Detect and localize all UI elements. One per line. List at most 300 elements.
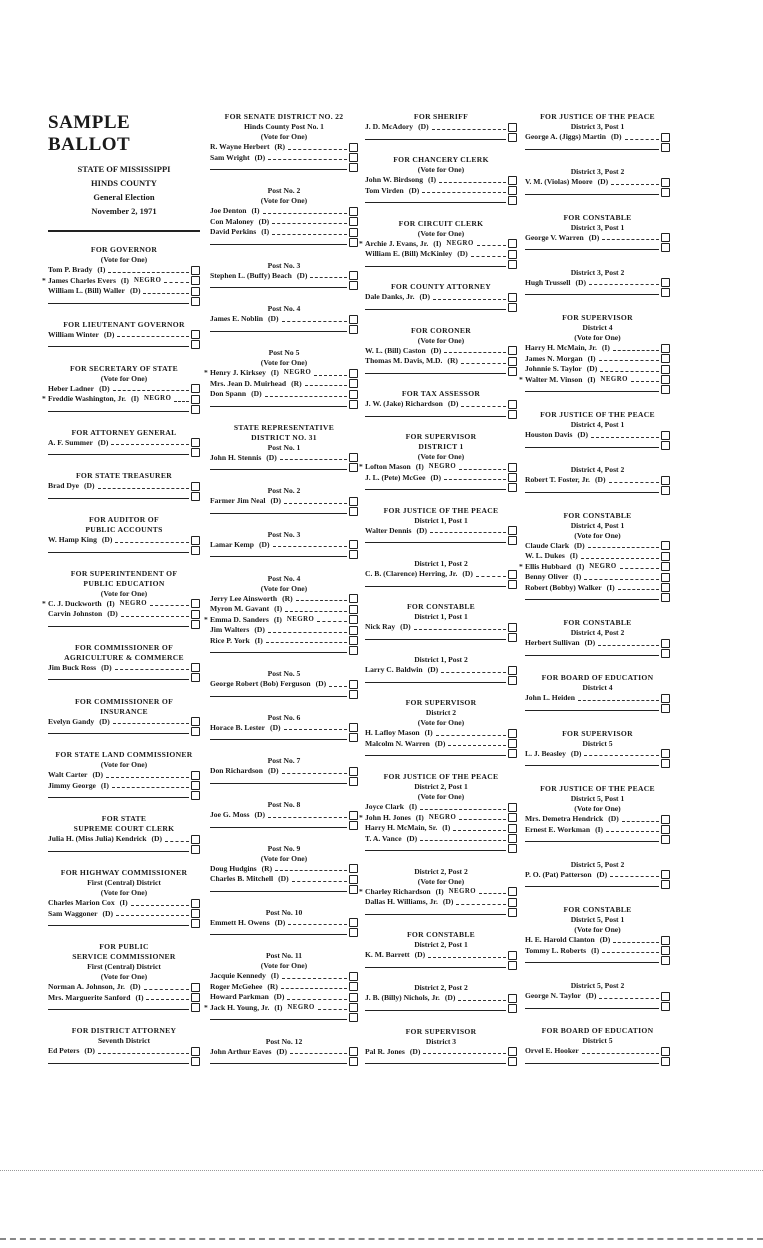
candidate-row[interactable] xyxy=(359,886,517,898)
write-in-line[interactable] xyxy=(525,149,659,150)
write-in-row[interactable] xyxy=(210,463,358,473)
candidate-row[interactable] xyxy=(525,583,670,594)
candidate-row[interactable] xyxy=(359,238,517,250)
write-in-line[interactable] xyxy=(210,406,347,407)
write-in-row[interactable] xyxy=(48,845,200,855)
write-in-row[interactable] xyxy=(48,791,200,801)
write-in-checkbox[interactable] xyxy=(349,507,358,516)
write-in-row[interactable] xyxy=(48,727,200,737)
write-in-row[interactable] xyxy=(365,1057,517,1067)
write-in-line[interactable] xyxy=(365,914,506,915)
write-in-row[interactable] xyxy=(210,733,358,743)
vote-checkbox[interactable] xyxy=(661,583,670,592)
write-in-checkbox[interactable] xyxy=(508,844,517,853)
write-in-line[interactable] xyxy=(48,733,189,734)
candidate-row[interactable] xyxy=(525,430,670,441)
vote-checkbox[interactable] xyxy=(661,749,670,758)
candidate-row[interactable] xyxy=(210,982,358,993)
write-in-row[interactable] xyxy=(210,507,358,517)
write-in-checkbox[interactable] xyxy=(508,260,517,269)
write-in-checkbox[interactable] xyxy=(191,448,200,457)
candidate-row[interactable] xyxy=(365,473,517,484)
write-in-row[interactable] xyxy=(365,908,517,918)
write-in-row[interactable] xyxy=(525,243,670,253)
write-in-line[interactable] xyxy=(365,139,506,140)
candidate-row[interactable] xyxy=(359,812,517,824)
write-in-line[interactable] xyxy=(210,287,347,288)
write-in-row[interactable] xyxy=(48,448,200,458)
vote-checkbox[interactable] xyxy=(661,562,670,571)
write-in-row[interactable] xyxy=(210,325,358,335)
vote-checkbox[interactable] xyxy=(349,217,358,226)
candidate-row[interactable] xyxy=(42,598,200,610)
write-in-checkbox[interactable] xyxy=(191,673,200,682)
candidate-row[interactable] xyxy=(48,384,200,395)
write-in-row[interactable] xyxy=(365,410,517,420)
vote-checkbox[interactable] xyxy=(349,982,358,991)
candidate-row[interactable] xyxy=(210,625,358,636)
write-in-checkbox[interactable] xyxy=(661,704,670,713)
vote-checkbox[interactable] xyxy=(191,899,200,908)
write-in-row[interactable] xyxy=(48,340,200,350)
candidate-row[interactable] xyxy=(48,982,200,993)
vote-checkbox[interactable] xyxy=(349,228,358,237)
write-in-line[interactable] xyxy=(210,556,347,557)
candidate-row[interactable] xyxy=(525,343,670,354)
vote-checkbox[interactable] xyxy=(191,781,200,790)
write-in-line[interactable] xyxy=(48,925,189,926)
write-in-line[interactable] xyxy=(365,967,506,968)
write-in-line[interactable] xyxy=(525,841,659,842)
write-in-row[interactable] xyxy=(210,400,358,410)
write-in-checkbox[interactable] xyxy=(191,1057,200,1066)
vote-checkbox[interactable] xyxy=(661,992,670,1001)
write-in-checkbox[interactable] xyxy=(661,486,670,495)
candidate-row[interactable] xyxy=(204,1002,358,1014)
candidate-row[interactable] xyxy=(42,275,200,287)
candidate-row[interactable] xyxy=(48,438,200,449)
write-in-checkbox[interactable] xyxy=(508,580,517,589)
write-in-row[interactable] xyxy=(48,492,200,502)
candidate-row[interactable] xyxy=(210,379,358,390)
candidate-row[interactable] xyxy=(210,271,358,282)
write-in-checkbox[interactable] xyxy=(191,1003,200,1012)
write-in-checkbox[interactable] xyxy=(191,492,200,501)
vote-checkbox[interactable] xyxy=(661,1047,670,1056)
vote-checkbox[interactable] xyxy=(661,573,670,582)
write-in-line[interactable] xyxy=(525,655,659,656)
vote-checkbox[interactable] xyxy=(661,344,670,353)
write-in-checkbox[interactable] xyxy=(191,297,200,306)
write-in-checkbox[interactable] xyxy=(508,1004,517,1013)
vote-checkbox[interactable] xyxy=(508,239,517,248)
write-in-row[interactable] xyxy=(210,928,358,938)
write-in-row[interactable] xyxy=(365,633,517,643)
vote-checkbox[interactable] xyxy=(661,541,670,550)
vote-checkbox[interactable] xyxy=(191,384,200,393)
write-in-line[interactable] xyxy=(210,469,347,470)
write-in-row[interactable] xyxy=(48,297,200,307)
write-in-row[interactable] xyxy=(365,196,517,206)
vote-checkbox[interactable] xyxy=(191,717,200,726)
write-in-line[interactable] xyxy=(48,851,189,852)
write-in-line[interactable] xyxy=(525,1063,659,1064)
vote-checkbox[interactable] xyxy=(191,1047,200,1056)
write-in-row[interactable] xyxy=(210,1057,358,1067)
write-in-checkbox[interactable] xyxy=(508,410,517,419)
write-in-line[interactable] xyxy=(365,1010,506,1011)
candidate-row[interactable] xyxy=(525,1046,670,1057)
write-in-line[interactable] xyxy=(365,266,506,267)
vote-checkbox[interactable] xyxy=(661,365,670,374)
candidate-row[interactable] xyxy=(210,227,358,238)
write-in-line[interactable] xyxy=(210,331,347,332)
candidate-row[interactable] xyxy=(48,717,200,728)
write-in-checkbox[interactable] xyxy=(349,550,358,559)
write-in-row[interactable] xyxy=(48,1003,200,1013)
write-in-checkbox[interactable] xyxy=(349,646,358,655)
write-in-row[interactable] xyxy=(525,649,670,659)
write-in-checkbox[interactable] xyxy=(508,961,517,970)
write-in-checkbox[interactable] xyxy=(661,835,670,844)
write-in-row[interactable] xyxy=(525,143,670,153)
candidate-row[interactable] xyxy=(210,864,358,875)
vote-checkbox[interactable] xyxy=(661,946,670,955)
write-in-row[interactable] xyxy=(48,620,200,630)
vote-checkbox[interactable] xyxy=(191,482,200,491)
vote-checkbox[interactable] xyxy=(191,771,200,780)
candidate-row[interactable] xyxy=(210,723,358,734)
candidate-row[interactable] xyxy=(525,177,670,188)
write-in-checkbox[interactable] xyxy=(508,633,517,642)
vote-checkbox[interactable] xyxy=(191,330,200,339)
write-in-row[interactable] xyxy=(365,483,517,493)
write-in-line[interactable] xyxy=(525,710,659,711)
write-in-row[interactable] xyxy=(525,835,670,845)
candidate-row[interactable] xyxy=(365,950,517,961)
vote-checkbox[interactable] xyxy=(349,453,358,462)
vote-checkbox[interactable] xyxy=(508,1047,517,1056)
vote-checkbox[interactable] xyxy=(349,626,358,635)
vote-checkbox[interactable] xyxy=(661,552,670,561)
write-in-line[interactable] xyxy=(365,586,506,587)
write-in-checkbox[interactable] xyxy=(191,845,200,854)
vote-checkbox[interactable] xyxy=(191,835,200,844)
candidate-row[interactable] xyxy=(48,909,200,920)
vote-checkbox[interactable] xyxy=(508,729,517,738)
vote-checkbox[interactable] xyxy=(508,803,517,812)
vote-checkbox[interactable] xyxy=(349,315,358,324)
candidate-row[interactable] xyxy=(365,993,517,1004)
candidate-row[interactable] xyxy=(48,834,200,845)
write-in-checkbox[interactable] xyxy=(349,281,358,290)
candidate-row[interactable] xyxy=(525,693,670,704)
write-in-checkbox[interactable] xyxy=(508,908,517,917)
vote-checkbox[interactable] xyxy=(349,207,358,216)
vote-checkbox[interactable] xyxy=(349,811,358,820)
write-in-checkbox[interactable] xyxy=(349,690,358,699)
write-in-row[interactable] xyxy=(48,405,200,415)
write-in-row[interactable] xyxy=(525,759,670,769)
vote-checkbox[interactable] xyxy=(508,250,517,259)
write-in-checkbox[interactable] xyxy=(349,238,358,247)
candidate-row[interactable] xyxy=(365,834,517,845)
vote-checkbox[interactable] xyxy=(349,369,358,378)
candidate-row[interactable] xyxy=(210,918,358,929)
write-in-checkbox[interactable] xyxy=(508,196,517,205)
write-in-line[interactable] xyxy=(525,886,659,887)
vote-checkbox[interactable] xyxy=(508,824,517,833)
write-in-line[interactable] xyxy=(210,169,347,170)
write-in-row[interactable] xyxy=(210,550,358,560)
vote-checkbox[interactable] xyxy=(661,178,670,187)
candidate-row[interactable] xyxy=(204,368,358,379)
write-in-row[interactable] xyxy=(210,885,358,895)
candidate-row[interactable] xyxy=(48,330,200,341)
write-in-line[interactable] xyxy=(210,891,347,892)
candidate-row[interactable] xyxy=(365,346,517,357)
write-in-line[interactable] xyxy=(525,249,659,250)
write-in-row[interactable] xyxy=(210,238,358,248)
write-in-checkbox[interactable] xyxy=(661,880,670,889)
vote-checkbox[interactable] xyxy=(508,666,517,675)
candidate-row[interactable] xyxy=(365,823,517,834)
candidate-row[interactable] xyxy=(365,175,517,186)
vote-checkbox[interactable] xyxy=(191,983,200,992)
write-in-line[interactable] xyxy=(525,765,659,766)
candidate-row[interactable] xyxy=(365,728,517,739)
write-in-line[interactable] xyxy=(365,373,506,374)
candidate-row[interactable] xyxy=(210,142,358,153)
write-in-line[interactable] xyxy=(48,552,189,553)
candidate-row[interactable] xyxy=(210,1047,358,1058)
vote-checkbox[interactable] xyxy=(508,898,517,907)
vote-checkbox[interactable] xyxy=(349,767,358,776)
write-in-checkbox[interactable] xyxy=(508,133,517,142)
write-in-line[interactable] xyxy=(525,391,659,392)
write-in-line[interactable] xyxy=(48,303,189,304)
write-in-checkbox[interactable] xyxy=(191,620,200,629)
write-in-checkbox[interactable] xyxy=(349,1013,358,1022)
write-in-checkbox[interactable] xyxy=(349,733,358,742)
write-in-checkbox[interactable] xyxy=(508,536,517,545)
candidate-row[interactable] xyxy=(48,286,200,297)
candidate-row[interactable] xyxy=(210,206,358,217)
write-in-row[interactable] xyxy=(365,133,517,143)
vote-checkbox[interactable] xyxy=(191,536,200,545)
candidate-row[interactable] xyxy=(365,356,517,367)
candidate-row[interactable] xyxy=(365,122,517,133)
write-in-checkbox[interactable] xyxy=(349,325,358,334)
write-in-line[interactable] xyxy=(210,513,347,514)
write-in-line[interactable] xyxy=(210,652,347,653)
candidate-row[interactable] xyxy=(210,153,358,164)
write-in-checkbox[interactable] xyxy=(191,340,200,349)
candidate-row[interactable] xyxy=(525,638,670,649)
write-in-checkbox[interactable] xyxy=(191,919,200,928)
candidate-row[interactable] xyxy=(525,814,670,825)
write-in-checkbox[interactable] xyxy=(508,483,517,492)
candidate-row[interactable] xyxy=(365,665,517,676)
write-in-row[interactable] xyxy=(525,1002,670,1012)
write-in-line[interactable] xyxy=(48,626,189,627)
vote-checkbox[interactable] xyxy=(349,605,358,614)
vote-checkbox[interactable] xyxy=(349,271,358,280)
write-in-line[interactable] xyxy=(210,1063,347,1064)
write-in-row[interactable] xyxy=(210,646,358,656)
write-in-row[interactable] xyxy=(210,690,358,700)
candidate-row[interactable] xyxy=(525,572,670,583)
write-in-row[interactable] xyxy=(525,1057,670,1067)
candidate-row[interactable] xyxy=(365,569,517,580)
candidate-row[interactable] xyxy=(48,481,200,492)
candidate-row[interactable] xyxy=(48,663,200,674)
candidate-row[interactable] xyxy=(525,278,670,289)
vote-checkbox[interactable] xyxy=(508,813,517,822)
write-in-checkbox[interactable] xyxy=(661,649,670,658)
vote-checkbox[interactable] xyxy=(191,599,200,608)
write-in-checkbox[interactable] xyxy=(191,546,200,555)
write-in-line[interactable] xyxy=(48,1009,189,1010)
write-in-line[interactable] xyxy=(365,542,506,543)
candidate-row[interactable] xyxy=(210,540,358,551)
candidate-row[interactable] xyxy=(365,186,517,197)
candidate-row[interactable] xyxy=(525,825,670,836)
vote-checkbox[interactable] xyxy=(508,186,517,195)
candidate-row[interactable] xyxy=(525,354,670,365)
vote-checkbox[interactable] xyxy=(508,463,517,472)
write-in-row[interactable] xyxy=(525,593,670,603)
write-in-row[interactable] xyxy=(365,749,517,759)
candidate-row[interactable] xyxy=(204,614,358,626)
vote-checkbox[interactable] xyxy=(349,875,358,884)
write-in-checkbox[interactable] xyxy=(508,1057,517,1066)
vote-checkbox[interactable] xyxy=(349,143,358,152)
candidate-row[interactable] xyxy=(210,217,358,228)
candidate-row[interactable] xyxy=(525,541,670,552)
write-in-line[interactable] xyxy=(525,962,659,963)
write-in-line[interactable] xyxy=(48,679,189,680)
vote-checkbox[interactable] xyxy=(661,694,670,703)
candidate-row[interactable] xyxy=(525,475,670,486)
candidate-row[interactable] xyxy=(210,389,358,400)
write-in-checkbox[interactable] xyxy=(661,956,670,965)
write-in-line[interactable] xyxy=(210,783,347,784)
write-in-checkbox[interactable] xyxy=(349,400,358,409)
write-in-checkbox[interactable] xyxy=(661,288,670,297)
write-in-row[interactable] xyxy=(365,367,517,377)
write-in-line[interactable] xyxy=(365,850,506,851)
candidate-row[interactable] xyxy=(525,364,670,375)
vote-checkbox[interactable] xyxy=(349,636,358,645)
write-in-row[interactable] xyxy=(365,303,517,313)
vote-checkbox[interactable] xyxy=(661,639,670,648)
write-in-row[interactable] xyxy=(48,673,200,683)
write-in-line[interactable] xyxy=(365,489,506,490)
candidate-row[interactable] xyxy=(525,551,670,562)
vote-checkbox[interactable] xyxy=(349,153,358,162)
vote-checkbox[interactable] xyxy=(508,400,517,409)
write-in-checkbox[interactable] xyxy=(349,928,358,937)
write-in-line[interactable] xyxy=(48,454,189,455)
write-in-checkbox[interactable] xyxy=(661,1002,670,1011)
candidate-row[interactable] xyxy=(365,739,517,750)
write-in-line[interactable] xyxy=(365,309,506,310)
candidate-row[interactable] xyxy=(48,609,200,620)
vote-checkbox[interactable] xyxy=(508,623,517,632)
write-in-line[interactable] xyxy=(48,411,189,412)
write-in-line[interactable] xyxy=(48,498,189,499)
write-in-row[interactable] xyxy=(525,288,670,298)
write-in-row[interactable] xyxy=(210,777,358,787)
write-in-checkbox[interactable] xyxy=(349,1057,358,1066)
candidate-row[interactable] xyxy=(365,1047,517,1058)
candidate-row[interactable] xyxy=(210,971,358,982)
write-in-line[interactable] xyxy=(365,1063,506,1064)
candidate-row[interactable] xyxy=(365,802,517,813)
candidate-row[interactable] xyxy=(48,770,200,781)
vote-checkbox[interactable] xyxy=(661,354,670,363)
vote-checkbox[interactable] xyxy=(191,909,200,918)
vote-checkbox[interactable] xyxy=(661,870,670,879)
vote-checkbox[interactable] xyxy=(349,993,358,1002)
write-in-checkbox[interactable] xyxy=(661,188,670,197)
write-in-checkbox[interactable] xyxy=(191,727,200,736)
write-in-checkbox[interactable] xyxy=(191,791,200,800)
candidate-row[interactable] xyxy=(210,766,358,777)
write-in-row[interactable] xyxy=(525,704,670,714)
vote-checkbox[interactable] xyxy=(661,278,670,287)
write-in-line[interactable] xyxy=(48,1063,189,1064)
write-in-line[interactable] xyxy=(525,492,659,493)
write-in-line[interactable] xyxy=(210,934,347,935)
write-in-row[interactable] xyxy=(365,844,517,854)
vote-checkbox[interactable] xyxy=(191,276,200,285)
vote-checkbox[interactable] xyxy=(191,266,200,275)
candidate-row[interactable] xyxy=(210,496,358,507)
write-in-line[interactable] xyxy=(210,827,347,828)
candidate-row[interactable] xyxy=(210,604,358,615)
candidate-row[interactable] xyxy=(365,622,517,633)
vote-checkbox[interactable] xyxy=(661,825,670,834)
vote-checkbox[interactable] xyxy=(191,663,200,672)
write-in-line[interactable] xyxy=(365,416,506,417)
vote-checkbox[interactable] xyxy=(349,680,358,689)
vote-checkbox[interactable] xyxy=(661,133,670,142)
write-in-line[interactable] xyxy=(210,244,347,245)
write-in-checkbox[interactable] xyxy=(508,303,517,312)
vote-checkbox[interactable] xyxy=(508,176,517,185)
vote-checkbox[interactable] xyxy=(349,379,358,388)
write-in-checkbox[interactable] xyxy=(661,593,670,602)
candidate-row[interactable] xyxy=(48,265,200,276)
vote-checkbox[interactable] xyxy=(661,476,670,485)
candidate-row[interactable] xyxy=(525,946,670,957)
write-in-row[interactable] xyxy=(48,546,200,556)
write-in-row[interactable] xyxy=(365,580,517,590)
write-in-checkbox[interactable] xyxy=(661,759,670,768)
vote-checkbox[interactable] xyxy=(349,864,358,873)
candidate-row[interactable] xyxy=(525,749,670,760)
vote-checkbox[interactable] xyxy=(191,438,200,447)
candidate-row[interactable] xyxy=(48,993,200,1004)
vote-checkbox[interactable] xyxy=(349,972,358,981)
vote-checkbox[interactable] xyxy=(508,887,517,896)
write-in-row[interactable] xyxy=(525,880,670,890)
candidate-row[interactable] xyxy=(210,636,358,647)
write-in-row[interactable] xyxy=(365,961,517,971)
write-in-line[interactable] xyxy=(365,755,506,756)
